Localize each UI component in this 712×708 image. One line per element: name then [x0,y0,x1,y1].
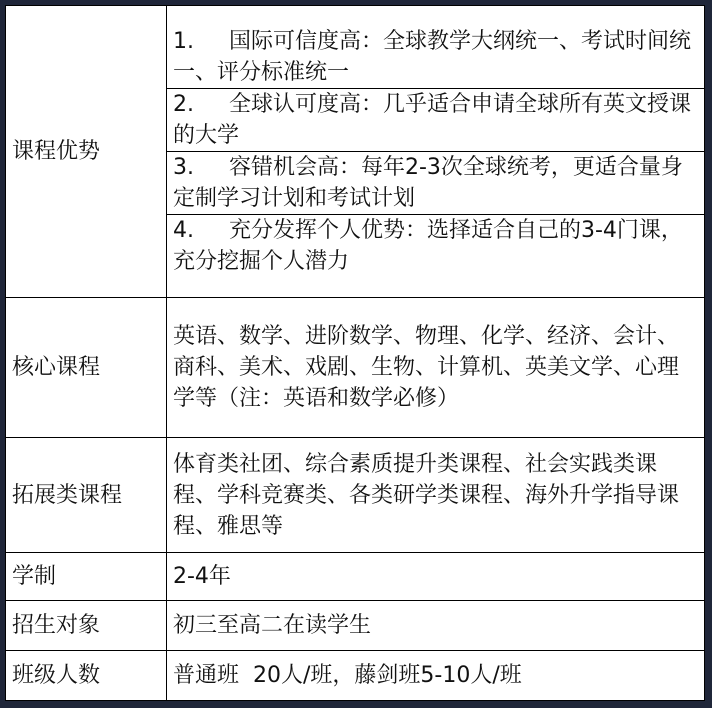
advantage-item-3 [167,151,704,214]
enrollment-text: 初三至高二在读学生 [167,601,705,651]
extension-courses-text: 体育类社团、综合素质提升类课程、社会实践类课程、学科竞赛类、各类研学类课程、海外升学指导课程、雅思等 [167,438,705,553]
table-row-enrollment [6,601,705,651]
row-label-core-courses: 核心课程 [6,298,167,438]
row-label-class-size: 班级人数 [6,651,167,701]
advantage-text: 充分发挥个人优势：选择适合自己的3-4门课，充分挖掘个人潜力 [173,218,683,274]
row-label-advantages: 课程优势 [6,6,167,298]
class-size-text: 普通班 20人/班，藤剑班5-10人/班 [167,651,705,701]
table-row-class-size [6,651,705,701]
advantage-item-1 [173,26,700,88]
advantage-item-2 [167,88,704,151]
row-label-enrollment: 招生对象 [6,601,167,651]
advantage-number: 4. [173,218,194,243]
advantage-text: 全球认可度高：几乎适合申请全球所有英文授课的大学 [173,92,692,148]
table-row-duration [6,553,705,601]
advantage-text: 容错机会高：每年2-3次全球统考，更适合量身定制学习计划和考试计划 [173,155,683,211]
course-info-table-frame [5,5,705,700]
table-row-core-courses [6,298,705,438]
advantage-number: 3. [173,155,194,180]
advantage-number: 2. [173,92,194,117]
advantages-cell [167,6,705,298]
table-row-extension-courses [6,438,705,553]
duration-text: 2-4年 [167,553,705,601]
core-courses-text: 英语、数学、进阶数学、物理、化学、经济、会计、商科、美术、戏剧、生物、计算机、英美文学、心理学等（注：英语和数学必修） [167,298,705,438]
table-row-advantages [6,6,705,298]
advantage-text: 国际可信度高：全球教学大纲统一、考试时间统一、评分标准统一 [173,29,692,85]
row-label-duration: 学制 [6,553,167,601]
course-info-table [5,5,705,701]
advantage-number: 1. [173,29,194,54]
row-label-extension-courses: 拓展类课程 [6,438,167,553]
advantage-item-4 [167,214,704,277]
